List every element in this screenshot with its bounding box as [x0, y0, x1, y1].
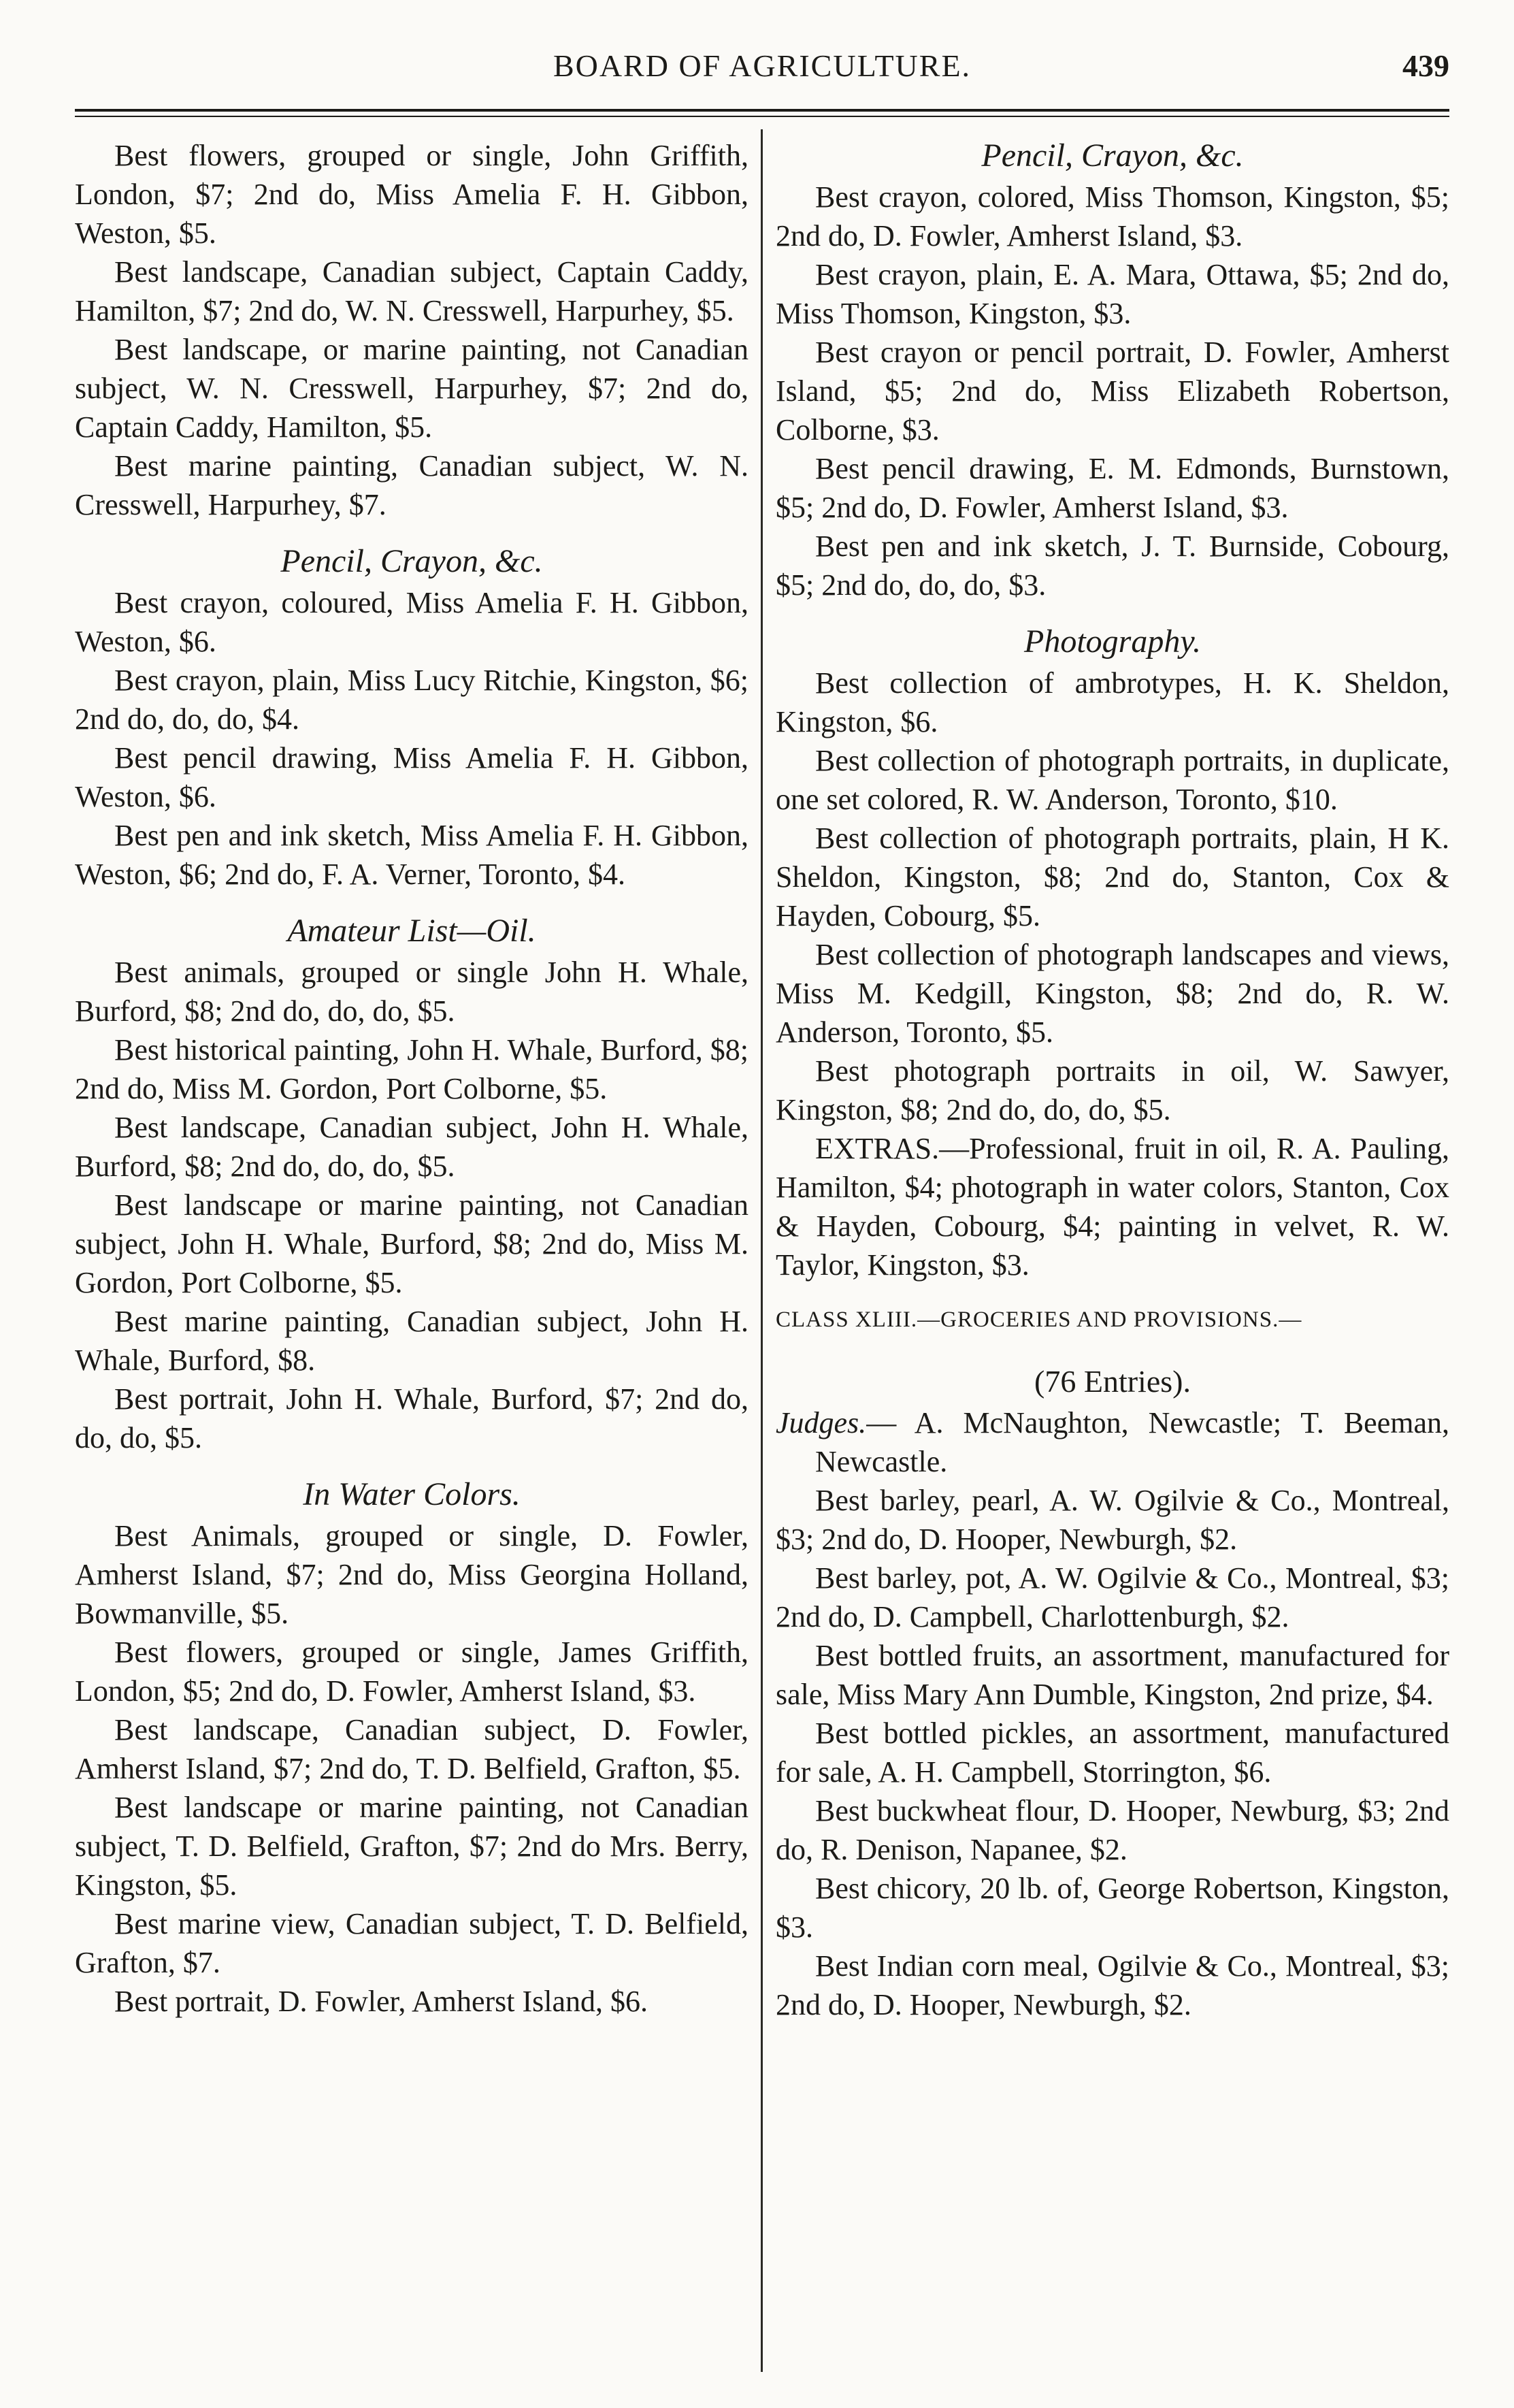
- entry: Best landscape, or marine painting, not Canadian subject, W. N. Cresswell, Harpurhey, $7; 2nd do, Captain Caddy, Hamilton, $5.: [75, 333, 748, 444]
- section-heading: Pencil, Crayon, &c.: [280, 543, 543, 579]
- entries-count: (76 Entries).: [1034, 1364, 1191, 1399]
- entry: Best crayon, coloured, Miss Amelia F. H. Gibbon, Weston, $6.: [75, 586, 748, 658]
- entry: Best landscape, Canadian subject, D. Fowler, Amherst Island, $7; 2nd do, T. D. Belfield, Grafton, $5.: [75, 1713, 748, 1785]
- entry: Best flowers, grouped or single, James Griffith, London, $5; 2nd do, D. Fowler, Amherst Island, $3.: [75, 1636, 748, 1708]
- entry: Best barley, pot, A. W. Ogilvie & Co., Montreal, $3; 2nd do, D. Campbell, Charlottenburgh, $2.: [776, 1561, 1449, 1633]
- entry: Best marine painting, Canadian subject, John H. Whale, Burford, $8.: [75, 1305, 748, 1377]
- column-divider: [761, 129, 763, 2372]
- entry: Best collection of photograph portraits, in duplicate, one set colored, R. W. Anderson, Toronto, $10.: [776, 744, 1449, 816]
- right-column: [776, 136, 1449, 2024]
- judges-names: — A. McNaughton, Newcastle; T. Beeman, Newcastle.: [815, 1406, 1449, 1478]
- entry: Best landscape, Canadian subject, John H. Whale, Burford, $8; 2nd do, do, do, $5.: [75, 1111, 748, 1183]
- entry: Best bottled fruits, an assortment, manufactured for sale, Miss Mary Ann Dumble, Kingston, 2nd prize, $4.: [776, 1639, 1449, 1711]
- entry: Best historical painting, John H. Whale, Burford, $8; 2nd do, Miss M. Gordon, Port Colborne, $5.: [75, 1033, 748, 1105]
- page-number: 439: [1402, 48, 1449, 83]
- left-entries-top: [75, 136, 748, 524]
- entry: Best landscape, Canadian subject, Captain Caddy, Hamilton, $7; 2nd do, W. N. Cresswell, Harpurhey, $5.: [75, 255, 748, 327]
- section-heading: In Water Colors.: [303, 1476, 521, 1512]
- entry: Best landscape or marine painting, not Canadian subject, John H. Whale, Burford, $8; 2nd do, Miss M. Gordon, Port Colborne, $5.: [75, 1188, 748, 1299]
- entry: Best portrait, D. Fowler, Amherst Island, $6.: [114, 1985, 648, 2018]
- entry: Best buckwheat flour, D. Hooper, Newburg, $3; 2nd do, R. Denison, Napanee, $2.: [776, 1794, 1449, 1866]
- left-column: [75, 136, 748, 2021]
- entry: Best landscape or marine painting, not Canadian subject, T. D. Belfield, Grafton, $7; 2nd do Mrs. Berry, Kingston, $5.: [75, 1791, 748, 1902]
- page-header: [75, 48, 1449, 95]
- section-heading: Pencil, Crayon, &c.: [981, 137, 1244, 174]
- entry: Best marine painting, Canadian subject, W. N. Cresswell, Harpurhey, $7.: [75, 449, 748, 521]
- entry: Best Animals, grouped or single, D. Fowler, Amherst Island, $7; 2nd do, Miss Georgina Holland, Bowmanville, $5.: [75, 1519, 748, 1630]
- entry: Best crayon, plain, Miss Lucy Ritchie, Kingston, $6; 2nd do, do, do, $4.: [75, 664, 748, 736]
- entry: Best pen and ink sketch, Miss Amelia F. H. Gibbon, Weston, $6; 2nd do, F. A. Verner, Toronto, $4.: [75, 819, 748, 891]
- entry: Best bottled pickles, an assortment, manufactured for sale, A. H. Campbell, Storrington, $6.: [776, 1716, 1449, 1789]
- entry: Best portrait, John H. Whale, Burford, $7; 2nd do, do, do, $5.: [75, 1382, 748, 1454]
- entry: Best pen and ink sketch, J. T. Burnside, Cobourg, $5; 2nd do, do, do, $3.: [776, 530, 1449, 602]
- entry: Best flowers, grouped or single, John Griffith, London, $7; 2nd do, Miss Amelia F. H. Gibbon, Weston, $5.: [75, 139, 748, 250]
- section-heading: Amateur List—Oil.: [287, 913, 536, 949]
- entry: Best pencil drawing, Miss Amelia F. H. Gibbon, Weston, $6.: [75, 741, 748, 813]
- entry: Best barley, pearl, A. W. Ogilvie & Co., Montreal, $3; 2nd do, D. Hooper, Newburgh, $2.: [776, 1484, 1449, 1556]
- entry: EXTRAS.—Professional, fruit in oil, R. A. Pauling, Hamilton, $4; photograph in water colors, Stanton, Cox & Hayden, Cobourg, $4; painting in velvet, R. W. Taylor, Kingston, $3.: [776, 1132, 1449, 1282]
- entry: Best pencil drawing, E. M. Edmonds, Burnstown, $5; 2nd do, D. Fowler, Amherst Island, $3.: [776, 452, 1449, 524]
- running-title: BOARD OF AGRICULTURE.: [553, 48, 972, 83]
- entry: Best marine view, Canadian subject, T. D. Belfield, Grafton, $7.: [75, 1907, 748, 1979]
- entry: Best crayon, colored, Miss Thomson, Kingston, $5; 2nd do, D. Fowler, Amherst Island, $3.: [776, 180, 1449, 253]
- entry: Best Indian corn meal, Ogilvie & Co., Montreal, $3; 2nd do, D. Hooper, Newburgh, $2.: [776, 1949, 1449, 2021]
- entry: Best collection of photograph landscapes and views, Miss M. Kedgill, Kingston, $8; 2nd do, R. W. Anderson, Toronto, $5.: [776, 938, 1449, 1049]
- judges-label: Judges.: [776, 1406, 867, 1439]
- entry: Best animals, grouped or single John H. Whale, Burford, $8; 2nd do, do, do, $5.: [75, 956, 748, 1028]
- entry: Best chicory, 20 lb. of, George Robertson, Kingston, $3.: [776, 1872, 1449, 1944]
- entry: Best crayon, plain, E. A. Mara, Ottawa, $5; 2nd do, Miss Thomson, Kingston, $3.: [776, 258, 1449, 330]
- entry: Best collection of photograph portraits, plain, H K. Sheldon, Kingston, $8; 2nd do, Stanton, Cox & Hayden, Cobourg, $5.: [776, 821, 1449, 932]
- class-heading: CLASS XLIII.—GROCERIES AND PROVISIONS.—: [776, 1307, 1302, 1332]
- header-rule-thin: [75, 116, 1449, 117]
- header-rule-thick: [75, 109, 1449, 112]
- section-heading: Photography.: [1024, 623, 1201, 660]
- entry: Best crayon or pencil portrait, D. Fowler, Amherst Island, $5; 2nd do, Miss Elizabeth Robertson, Colborne, $3.: [776, 336, 1449, 446]
- entry: Best photograph portraits in oil, W. Sawyer, Kingston, $8; 2nd do, do, do, $5.: [776, 1054, 1449, 1126]
- entry: Best collection of ambrotypes, H. K. Sheldon, Kingston, $6.: [776, 666, 1449, 738]
- judges-line: [776, 1403, 1449, 1481]
